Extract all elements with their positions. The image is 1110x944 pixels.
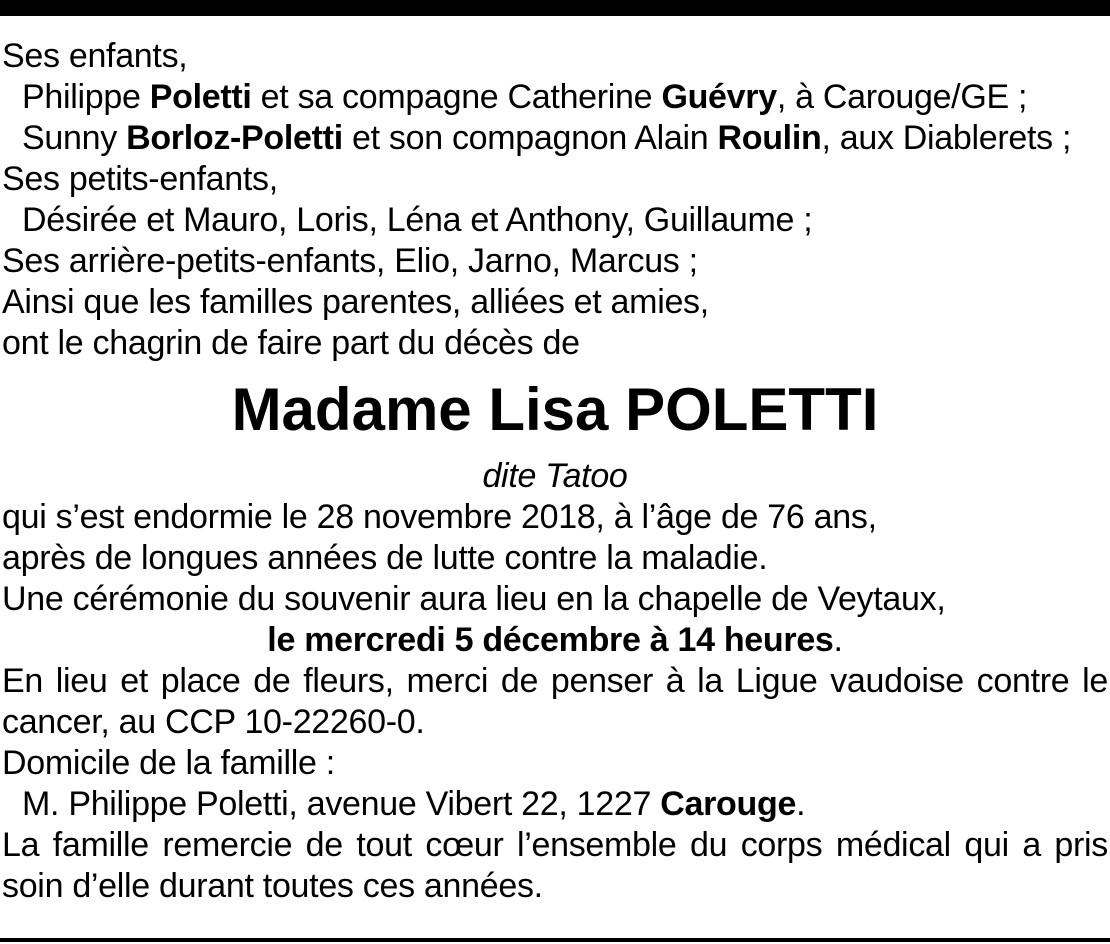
nickname: dite Tatoo (482, 457, 628, 495)
announcement-line: ont le chagrin de faire part du décès de (2, 324, 580, 362)
families-line: Ainsi que les familles parentes, alliées et amies, (2, 283, 709, 321)
top-rule (0, 0, 1110, 16)
death-date-line: qui s’est endormie le 28 novembre 2018, à l’âge de 76 ans, (2, 498, 877, 536)
children-heading: Ses enfants, (2, 37, 188, 75)
grandchildren-names: Désirée et Mauro, Loris, Léna et Anthony, Guillaume ; (22, 201, 813, 239)
great-grandchildren: Ses arrière-petits-enfants, Elio, Jarno, Marcus ; (2, 242, 698, 280)
family-address: M. Philippe Poletti, avenue Vibert 22, 1227 Carouge. (22, 785, 806, 823)
bottom-rule (0, 938, 1110, 942)
grandchildren-heading: Ses petits-enfants, (2, 160, 278, 198)
ceremony-line: Une cérémonie du souvenir aura lieu en la chapelle de Veytaux, (2, 580, 946, 618)
ceremony-date: le mercredi 5 décembre à 14 heures. (267, 621, 843, 659)
illness-line: après de longues années de lutte contre la maladie. (2, 539, 768, 577)
deceased-name: Madame Lisa POLETTI (231, 376, 879, 443)
obituary-notice (2, 36, 1108, 907)
thanks-paragraph: La famille remercie de tout cœur l’ensemble du corps médical qui a pris soin d’elle durant toutes ces années. (2, 826, 1108, 905)
domicile-label: Domicile de la famille : (2, 744, 335, 782)
child-entry-sunny: Sunny Borloz-Poletti et son compagnon Alain Roulin, aux Diablerets ; (22, 119, 1072, 157)
donation-paragraph: En lieu et place de fleurs, merci de penser à la Ligue vaudoise contre le cancer, au CCP 10-22260-0. (2, 662, 1108, 741)
child-entry-philippe: Philippe Poletti et sa compagne Catherine Guévry, à Carouge/GE ; (22, 78, 1028, 116)
